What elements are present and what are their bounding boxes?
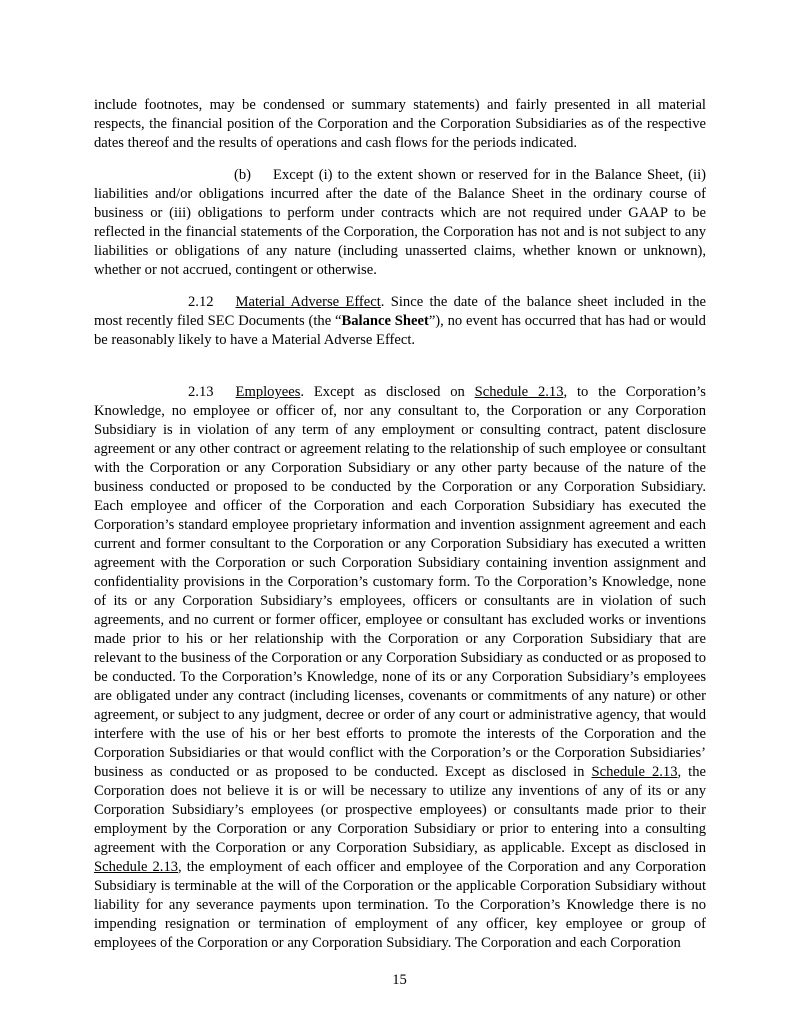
page-number: 15 — [392, 972, 407, 988]
paragraph-text: , the Corporation does not believe it is or will be necessary to utilize any inventions of any of its or any Corporation Subsidiary’s employees (or prospective employees) or consultants made prior to their employment by the Corporation or any Corporation Subsidiary or prior to entering into a consulting agreement with the Corporation or any Corporation Subsidiary, as applicable. Except as disclosed in — [94, 764, 706, 856]
paragraph-text: . Except as disclosed on — [300, 384, 475, 400]
section-number: 2.13 — [188, 384, 214, 400]
subsection-label: (b) — [234, 167, 252, 183]
paragraph-text: include footnotes, may be condensed or summary statements) and fairly presented in all material respects, the financial position of the Corporation and the Corporation Subsidiaries as of the respective dates thereof and the results of operations and cash flows for the periods indicated. — [94, 97, 706, 151]
section-heading: Employees — [235, 384, 301, 400]
schedule-reference: Schedule 2.13 — [474, 384, 564, 400]
paragraph-text: Except (i) to the extent shown or reserved for in the Balance Sheet, (ii) liabilities and/or obligations incurred after the date of the Balance Sheet in the ordinary course of business or (iii) obligations to perform under contracts which are not required under GAAP to be reflected in the financial statements of the Corporation, the Corporation has not and is not subject to any liabilities or obligations of any nature (including unasserted claims, whether known or unknown), whether or not accrued, contingent or otherwise. — [94, 167, 706, 278]
schedule-reference: Schedule 2.13 — [591, 764, 678, 780]
paragraph-text: . Since the date of the balance sheet included in the most recently filed SEC Documents (the “ — [94, 294, 706, 329]
schedule-reference: Schedule 2.13 — [94, 859, 179, 875]
paragraph-text: , the employment of each officer and employee of the Corporation and any Corporation Subsidiary is terminable at the will of the Corporation or the applicable Corporation Subsidiary without liability for any severance payments upon termination. To the Corporation’s Knowledge there is no impending resignation or termination of employment of any officer, key employee or group of employees of the Corporation or any Corporation Subsidiary. The Corporation and each Corporation — [94, 859, 706, 951]
paragraph-financial-statements-continued — [94, 96, 706, 153]
section-2-13-employees — [94, 383, 706, 953]
section-number: 2.12 — [188, 294, 214, 310]
paragraph-undisclosed-liabilities — [94, 166, 706, 280]
defined-term: Balance Sheet — [341, 313, 429, 329]
paragraph-text: ”), no event has occurred that has had or would be reasonably likely to have a Material Adverse Effect. — [94, 313, 706, 348]
paragraph-text: , to the Corporation’s Knowledge, no employee or officer of, nor any consultant to, the Corporation or any Corporation Subsidiary is in violation of any term of any employment or consulting contract, patent disclosure agreement or any other contract or agreement relating to the relationship of such employee or consultant with the Corporation or any Corporation Subsidiary or any other party because of the nature of the business conducted or proposed to be conducted by the Corporation or any Corporation Subsidiary. Each employee and officer of the Corporation and each Corporation Subsidiary has executed the Corporation’s standard employee proprietary information and invention assignment agreement and each current and former consultant to the Corporation or any Corporation Subsidiary has executed a written agreement with the Corporation or such Corporation Subsidiary containing invention assignment and confidentiality provisions in the Corporation’s customary form. To the Corporation’s Knowledge, none of its or any Corporation Subsidiary’s employees, officers or consultants are in violation of such agreements, and no current or former officer, employee or consultant has excluded works or inventions made prior to his or her relationship with the Corporation or any Corporation Subsidiary that are relevant to the business of the Corporation or any Corporation Subsidiary as conducted or as proposed to be conducted. To the Corporation’s Knowledge, none of its or any Corporation Subsidiary’s employees are obligated under any contract (including licenses, covenants or commitments of any nature) or other agreement, or subject to any judgment, decree or order of any court or administrative agency, that would interfere with the use of his or her best efforts to promote the interests of the Corporation and the Corporation Subsidiaries or that would conflict with the Corporation’s or the Corporation Subsidiaries’ business as conducted or as proposed to be conducted. Except as disclosed in — [94, 384, 706, 780]
section-heading: Material Adverse Effect — [235, 294, 381, 310]
section-2-12-material-adverse-effect — [94, 293, 706, 350]
